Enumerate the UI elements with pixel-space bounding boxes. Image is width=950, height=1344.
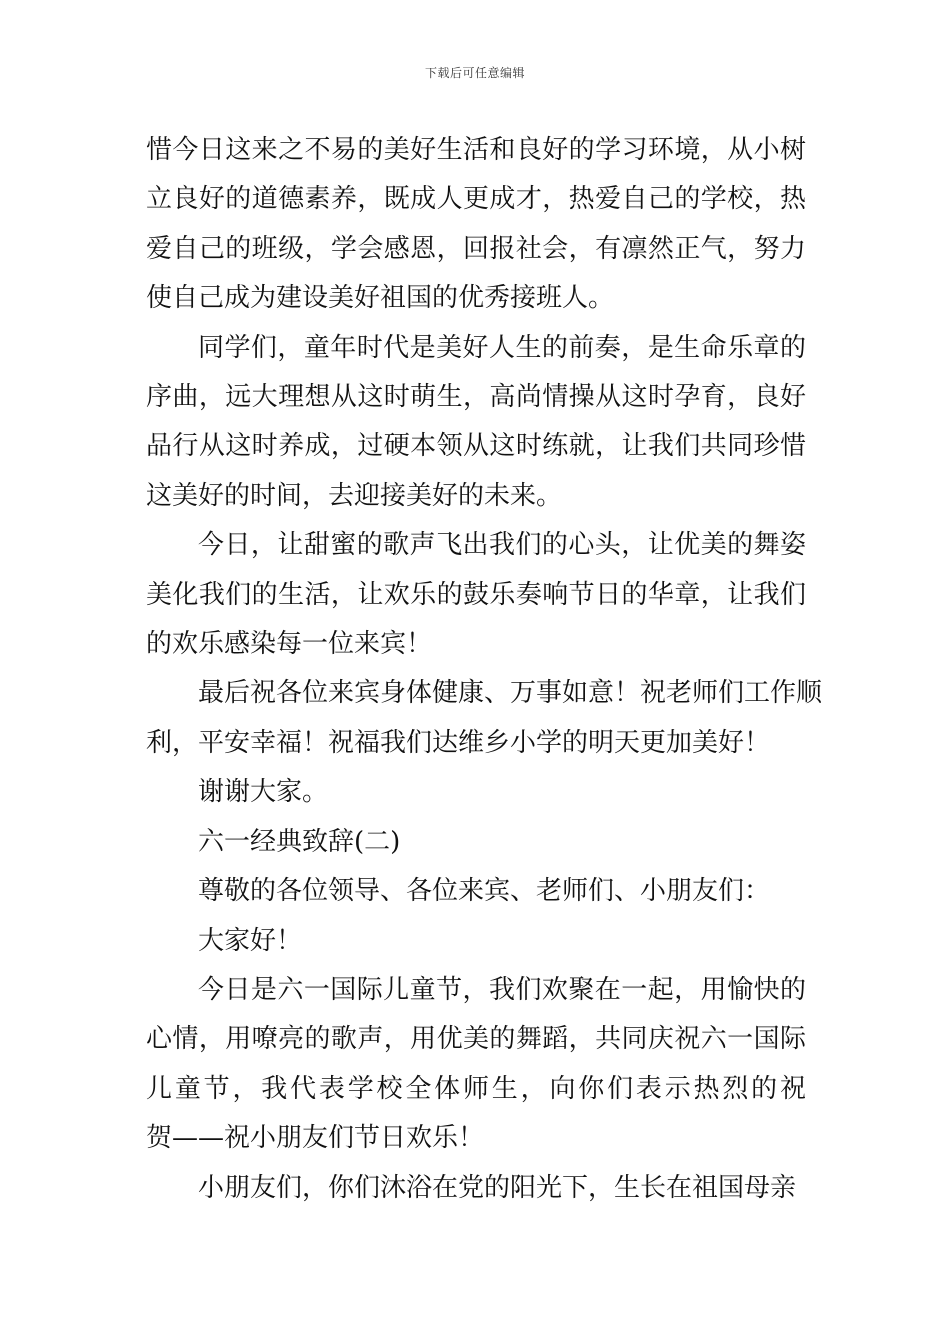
page-header: 下载后可任意编辑: [424, 66, 525, 80]
paragraph: [146, 1164, 806, 1213]
paragraph: [146, 126, 806, 324]
paragraph-line: 这美好的时间，去迎接美好的未来。: [146, 480, 563, 511]
paragraph-line: 贺——祝小朋友们节日欢乐！: [146, 1123, 485, 1154]
paragraph: [146, 768, 806, 817]
paragraph-line: 大家好！: [198, 925, 303, 956]
paragraph-line: 心情，用嘹亮的歌声，用优美的舞蹈，共同庆祝六一国际: [146, 1024, 806, 1055]
paragraph-line: 惜今日这来之不易的美好生活和良好的学习环境，从小树: [146, 135, 806, 165]
paragraph-line: 爱自己的班级，学会感恩，回报社会，有凛然正气，努力: [146, 233, 806, 264]
paragraph-line: 最后祝各位来宾身体健康、万事如意！祝老师们工作顺: [198, 678, 823, 709]
paragraph-line: 序曲，远大理想从这时萌生，高尚情操从这时孕育，良好: [146, 382, 806, 413]
paragraph: [146, 521, 806, 669]
paragraph-line: 品行从这时养成，过硬本领从这时练就，让我们共同珍惜: [146, 431, 806, 462]
paragraph: [146, 917, 806, 966]
paragraph: [146, 324, 806, 522]
paragraph-line: 的欢乐感染每一位来宾！: [146, 629, 433, 660]
paragraph-line: 同学们，童年时代是美好人生的前奏，是生命乐章的: [198, 332, 806, 363]
paragraph-line: 小朋友们，你们沐浴在党的阳光下，生长在祖国母亲: [198, 1172, 797, 1203]
paragraph-line: 美化我们的生活，让欢乐的鼓乐奏响节日的华章，让我们: [146, 579, 806, 610]
document-body: [146, 126, 823, 1213]
paragraph-line: 今日，让甜蜜的歌声飞出我们的心头，让优美的舞姿: [198, 530, 806, 561]
paragraph: [146, 818, 806, 867]
paragraph: [146, 966, 806, 1164]
paragraph-line: 利，平安幸福！祝福我们达维乡小学的明天更加美好！: [146, 727, 771, 758]
paragraph-line: 谢谢大家。: [198, 777, 329, 808]
paragraph-line: 今日是六一国际儿童节，我们欢聚在一起，用愉快的: [198, 974, 806, 1005]
paragraph-line: 尊敬的各位领导、各位来宾、老师们、小朋友们：: [198, 876, 771, 907]
paragraph-line: 儿童节，我代表学校全体师生，向你们表示热烈的祝: [146, 1073, 806, 1104]
paragraph-line: 六一经典致辞(二): [198, 826, 401, 857]
paragraph-line: 立良好的道德素养，既成人更成才，热爱自己的学校，热: [146, 184, 806, 215]
paragraph: [146, 669, 823, 768]
paragraph: [146, 867, 806, 916]
paragraph-line: 使自己成为建设美好祖国的优秀接班人。: [146, 283, 615, 314]
